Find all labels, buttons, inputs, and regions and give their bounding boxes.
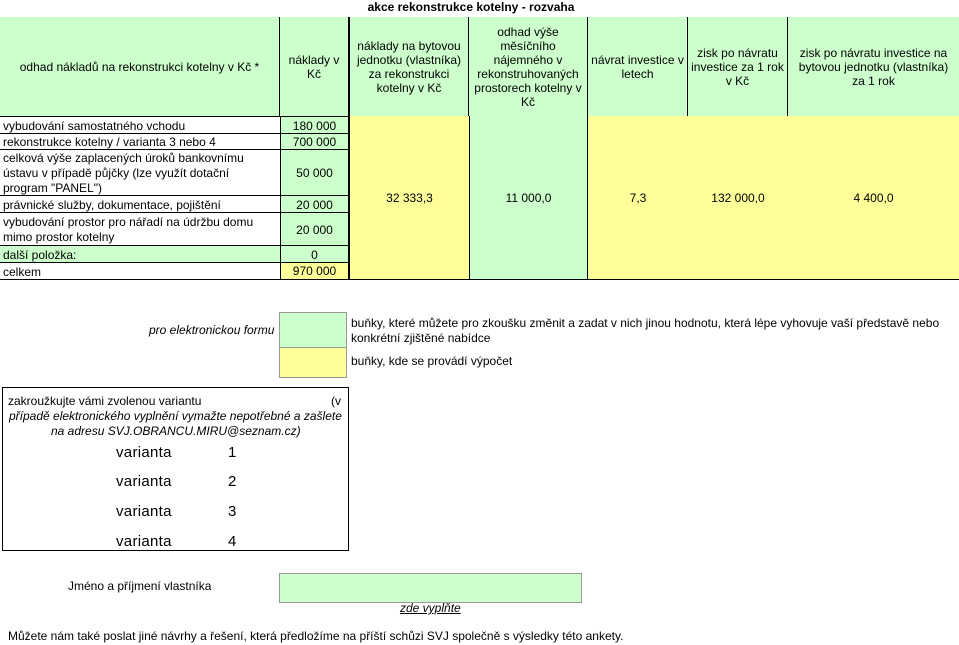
variant-option-2[interactable] <box>116 473 256 491</box>
cost-value-cell[interactable]: 20 000 <box>280 195 349 213</box>
instructions-line-1b: (v <box>331 394 341 408</box>
cost-row-label[interactable]: další položka: <box>0 245 280 263</box>
result-yearly-profit: 132 000,0 <box>688 116 788 280</box>
cost-row-label: právnické služby, dokumentace, pojištění <box>0 195 280 213</box>
cost-value-cell[interactable]: 180 000 <box>280 116 349 134</box>
variant-number: 3 <box>228 503 237 520</box>
variant-option-1[interactable] <box>116 444 256 462</box>
instructions-line-2: případě elektronického vyplnění vymažte nepotřebné a zašlete <box>9 409 342 423</box>
legend-yellow-text: buňky, kde se provádí výpočet <box>351 354 513 368</box>
header-per-unit-cost: náklady na bytovou jednotku (vlastníka) za rekonstrukci kotelny v Kč <box>349 17 469 117</box>
variant-option-3[interactable] <box>116 503 256 521</box>
variant-word: varianta <box>116 533 172 550</box>
legend-green-text: buňky, které můžete pro zkoušku změnit a zadat v nich jinou hodnotu, která lépe vyhovuje vaší představě nebo konkrétní zjištěné nabídce <box>351 316 940 345</box>
result-monthly-rent[interactable]: 11 000,0 <box>469 116 588 280</box>
result-per-unit-cost: 32 333,3 <box>349 116 469 280</box>
owner-name-hint: zde vyplňte <box>400 601 461 615</box>
cost-row-label: celková výše zaplacených úroků bankovnímu ústavu v případě půjčky (lze využít dotační program "PANEL") <box>0 149 280 196</box>
cost-row-label: rekonstrukce kotelny / varianta 3 nebo 4 <box>0 133 280 150</box>
header-payback-years: návrat investice v letech <box>588 17 688 117</box>
table-bottom-line <box>0 279 281 280</box>
variant-number: 2 <box>228 473 237 490</box>
cost-value-cell[interactable]: 0 <box>280 245 349 263</box>
result-profit-per-unit: 4 400,0 <box>788 116 959 280</box>
header-cost-czk: náklady v Kč <box>280 17 349 117</box>
owner-name-field[interactable] <box>279 573 582 603</box>
variant-word: varianta <box>116 444 172 461</box>
variant-word: varianta <box>116 473 172 490</box>
cost-total-cell: 970 000 <box>280 262 349 280</box>
cost-row-label: celkem <box>0 262 280 280</box>
cost-value-cell[interactable]: 50 000 <box>280 149 349 196</box>
variant-option-4[interactable] <box>116 533 256 551</box>
variant-number: 1 <box>228 444 237 461</box>
cost-row-label: vybudování prostor pro nářadí na údržbu domu mimo prostor kotelny <box>0 212 280 246</box>
cost-row-label: vybudování samostatného vchodu <box>0 116 280 134</box>
cost-value-cell[interactable]: 700 000 <box>280 133 349 150</box>
header-monthly-rent: odhad výše měsíčního nájemného v rekonstruhovaných prostorech kotelny v Kč <box>469 17 588 117</box>
instructions-line-1: zakroužkujte vámi zvolenou variantu <box>8 394 202 408</box>
legend-form-label: pro elektronickou formu <box>149 323 275 337</box>
footer-note: Můžete nám také poslat jiné návrhy a řešení, která předložíme na příští schůzi SVJ společně s výsledky této ankety. <box>8 629 624 643</box>
instructions-line-3: na adresu SVJ.OBRANCU.MIRU@seznam.cz) <box>51 424 301 438</box>
owner-name-label: Jméno a příjmení vlastníka <box>68 579 212 593</box>
variant-number: 4 <box>228 533 237 550</box>
result-payback-years: 7,3 <box>588 116 688 280</box>
header-yearly-profit: zisk po návratu investice za 1 rok v Kč <box>688 17 788 117</box>
cost-value-cell[interactable]: 20 000 <box>280 212 349 246</box>
header-profit-per-unit: zisk po návratu investice na bytovou jednotku (vlastníka) za 1 rok <box>788 17 959 117</box>
page-title: akce rekonstrukce kotelny - rozvaha <box>367 0 575 14</box>
header-cost-estimate: odhad nákladů na rekonstrukci kotelny v Kč * <box>0 17 280 117</box>
variant-word: varianta <box>116 503 172 520</box>
legend-green-swatch <box>279 312 347 348</box>
legend-yellow-swatch <box>279 347 347 378</box>
